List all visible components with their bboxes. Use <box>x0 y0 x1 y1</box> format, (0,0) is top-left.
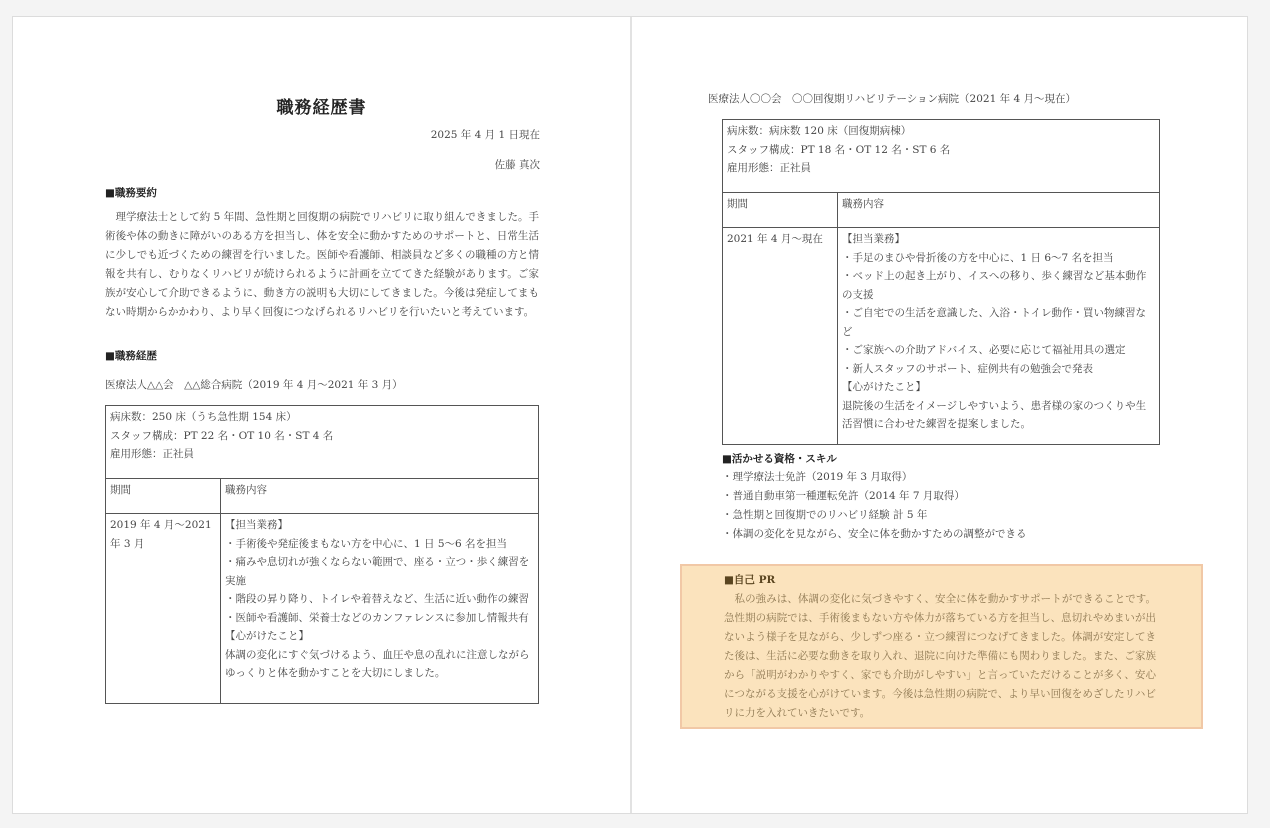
job-2-table <box>722 119 1160 445</box>
job-2-company: 医療法人〇〇会 〇〇回復期リハビリテーション病院（2021 年 4 月～現在） <box>708 93 1076 105</box>
job-2-beds: 病床数：病床数 120 床（回復期病棟） <box>727 125 912 137</box>
job-1-period-header: 期間 <box>106 478 221 514</box>
job-2-period-header: 期間 <box>723 192 838 228</box>
duty-line: ・ご家族への介助アドバイス、必要に応じて福祉用具の選定 <box>842 344 1126 356</box>
job-2-staff: スタッフ構成：PT 18 名・OT 12 名・ST 6 名 <box>727 143 951 156</box>
duty-line: 【心がけたこと】 <box>842 381 926 393</box>
summary-heading: ■職務要約 <box>105 187 157 199</box>
duty-line: ・医師や看護師、栄養士などのカンファレンスに参加し情報共有 <box>225 611 529 624</box>
skill-item: ・急性期と回復期でのリハビリ経験 計 5 年 <box>722 509 928 521</box>
job-1-duties-header: 職務内容 <box>221 478 539 514</box>
duty-line: 体調の変化にすぐ気づけるよう、血圧や息の乱れに注意しながらゆっくりと体を動かすことを大切にしました。 <box>225 648 530 679</box>
job-1-period: 2019 年 4 月～2021 年 3 月 <box>106 514 221 704</box>
duty-line: ・手術後や発症後まもない方を中心に、1 日 5～6 名を担当 <box>225 537 508 550</box>
duty-line: ・ご自宅での生活を意識した、入浴・トイレ動作・買い物練習など <box>842 307 1146 338</box>
job-2-duties-header: 職務内容 <box>838 192 1160 228</box>
duty-line: ・手足のまひや骨折後の方を中心に、1 日 6～7 名を担当 <box>842 251 1114 264</box>
job-2-employment: 雇用形態：正社員 <box>727 162 811 174</box>
summary-text: 理学療法士として約 5 年間、急性期と回復期の病院でリハビリに取り組んできました。手術後や体の動きに障がいのある方を担当し、体を安全に動かすためのサポートと、日常生活に少しでも近づくための練習を行いました。医師や看護師、相談員など多くの職種の方と情報を共有し、むりなくリハビリが続けられるように計画を立ててきた経験があります。ご家族が安心して介助できるように、動き方の説明も大切にしてきました。今後は発症してまもない時期からかかわり、より早く回復につなげられるリハビリを行いたいと考えています。 <box>105 211 539 318</box>
duty-line: ・ベッド上の起き上がり、イスへの移り、歩く練習など基本動作の支援 <box>842 270 1147 301</box>
skills-list <box>722 468 1027 544</box>
document-spread <box>12 16 1248 814</box>
job-2-period: 2021 年 4 月～現在 <box>723 228 838 445</box>
job-2-duties <box>838 228 1160 445</box>
job-1-info <box>106 406 539 479</box>
self-pr-text: 私の強みは、体調の変化に気づきやすく、安全に体を動かすサポートができることです。急性期の病院では、手術後まもない方や体力が落ちている方を担当し、息切れやめまいが出ないよう様子を見ながら、少しずつ座る・立つ練習につなげてきました。体調が安定してきた後は、生活に必要な動きを取り入れ、退院に向けた準備にも関わりました。また、ご家族から「説明がわかりやすく、家でも介助がしやすい」と言っていただけることが多く、安心につながる支援を心がけています。今後は急性期の病院で、より早い回復をめざしたリハビリに力を入れていきたいです。 <box>724 593 1156 719</box>
applicant-name: 佐藤 真次 <box>494 159 540 171</box>
duty-line: ・階段の昇り降り、トイレや着替えなど、生活に近い動作の練習 <box>225 593 529 605</box>
document-date: 2025 年 4 月 1 日現在 <box>430 129 540 141</box>
page-1 <box>13 17 630 813</box>
skill-item: ・理学療法士免許（2019 年 3 月取得） <box>722 471 913 483</box>
job-2-info <box>723 120 1160 193</box>
skills-heading: ■活かせる資格・スキル <box>722 453 837 465</box>
job-1-duties <box>221 514 539 704</box>
skill-item: ・普通自動車第一種運転免許（2014 年 7 月取得） <box>722 490 965 502</box>
skill-item: ・体調の変化を見ながら、安全に体を動かすための調整ができる <box>722 528 1027 540</box>
duty-line: 【担当業務】 <box>842 233 905 245</box>
job-1-table <box>105 405 539 704</box>
duty-line: 退院後の生活をイメージしやすいよう、患者様の家のつくりや生活習慣に合わせた練習を提案しました。 <box>842 399 1147 430</box>
self-pr-box <box>680 564 1203 729</box>
duty-line: 【担当業務】 <box>225 519 288 531</box>
duty-line: ・痛みや息切れが強くならない範囲で、座る・立つ・歩く練習を実施 <box>225 556 530 587</box>
job-1-beds: 病床数：250 床（うち急性期 154 床） <box>110 411 297 423</box>
job-1-company: 医療法人△△会 △△総合病院（2019 年 4 月～2021 年 3 月） <box>105 379 403 391</box>
duty-line: 【心がけたこと】 <box>225 630 309 642</box>
job-1-employment: 雇用形態：正社員 <box>110 448 194 460</box>
self-pr-heading: ■自己 PR <box>724 574 776 586</box>
history-heading: ■職務経歴 <box>105 350 157 362</box>
job-1-staff: スタッフ構成：PT 22 名・OT 10 名・ST 4 名 <box>110 429 334 442</box>
duty-line: ・新人スタッフのサポート、症例共有の勉強会で発表 <box>842 362 1094 375</box>
document-title: 職務経歴書 <box>276 98 367 118</box>
